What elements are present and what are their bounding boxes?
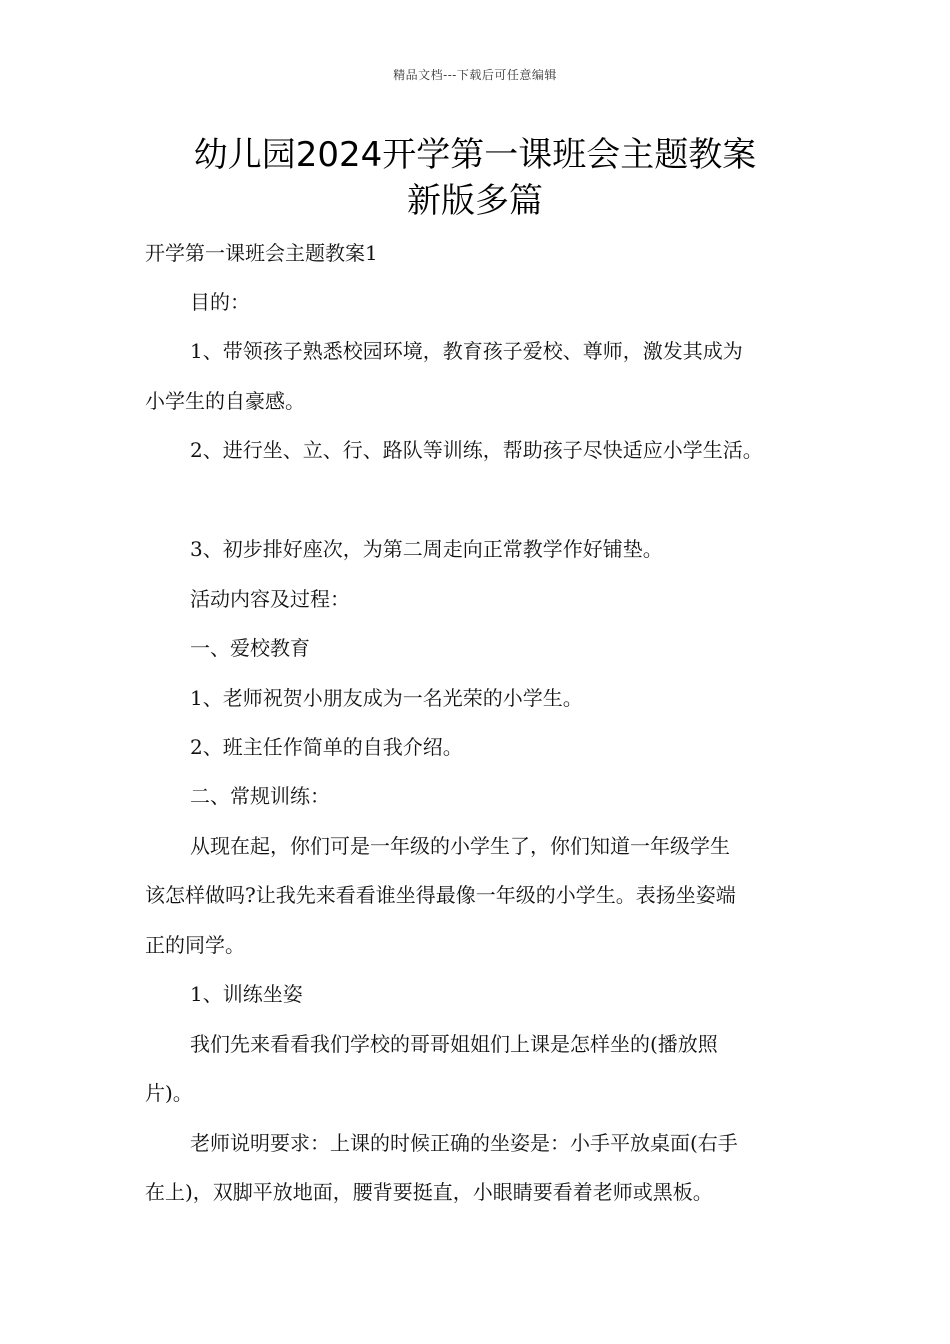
paragraph-line: 目的： — [190, 290, 250, 314]
section-heading: 开学第一课班会主题教案1 — [145, 241, 378, 265]
title-line-1: 幼儿园2024开学第一课班会主题教案 — [193, 135, 757, 175]
paragraph-line: 该怎样做吗?让我先来看看谁坐得最像一年级的小学生。表扬坐姿端 — [145, 883, 736, 907]
paragraph-line: 活动内容及过程： — [190, 587, 350, 611]
document-title — [0, 132, 950, 224]
paragraph-line: 1、训练坐姿 — [190, 982, 303, 1006]
paragraph-line: 2、班主任作简单的自我介绍。 — [190, 735, 463, 759]
paragraph-line: 片)。 — [145, 1081, 193, 1105]
paragraph-line: 在上)，双脚平放地面，腰背要挺直，小眼睛要看着老师或黑板。 — [145, 1180, 713, 1204]
paragraph-line: 从现在起，你们可是一年级的小学生了，你们知道一年级学生 — [190, 834, 730, 858]
header-note: 精品文档---下载后可任意编辑 — [393, 68, 557, 82]
paragraph-line: 正的同学。 — [145, 933, 245, 957]
paragraph-line: 老师说明要求：上课的时候正确的坐姿是：小手平放桌面(右手 — [190, 1131, 738, 1155]
paragraph-line: 1、带领孩子熟悉校园环境，教育孩子爱校、尊师，激发其成为 — [190, 339, 743, 363]
title-line-2: 新版多篇 — [407, 181, 543, 221]
paragraph-line: 小学生的自豪感。 — [145, 389, 305, 413]
paragraph-line: 一、爱校教育 — [190, 636, 310, 660]
paragraph-line: 3、初步排好座次，为第二周走向正常教学作好铺垫。 — [190, 537, 663, 561]
paragraph-line: 二、常规训练： — [190, 784, 330, 808]
paragraph-line: 2、进行坐、立、行、路队等训练，帮助孩子尽快适应小学生活。 — [190, 438, 763, 462]
paragraph-line: 1、老师祝贺小朋友成为一名光荣的小学生。 — [190, 686, 583, 710]
paragraph-line: 我们先来看看我们学校的哥哥姐姐们上课是怎样坐的(播放照 — [190, 1032, 718, 1056]
